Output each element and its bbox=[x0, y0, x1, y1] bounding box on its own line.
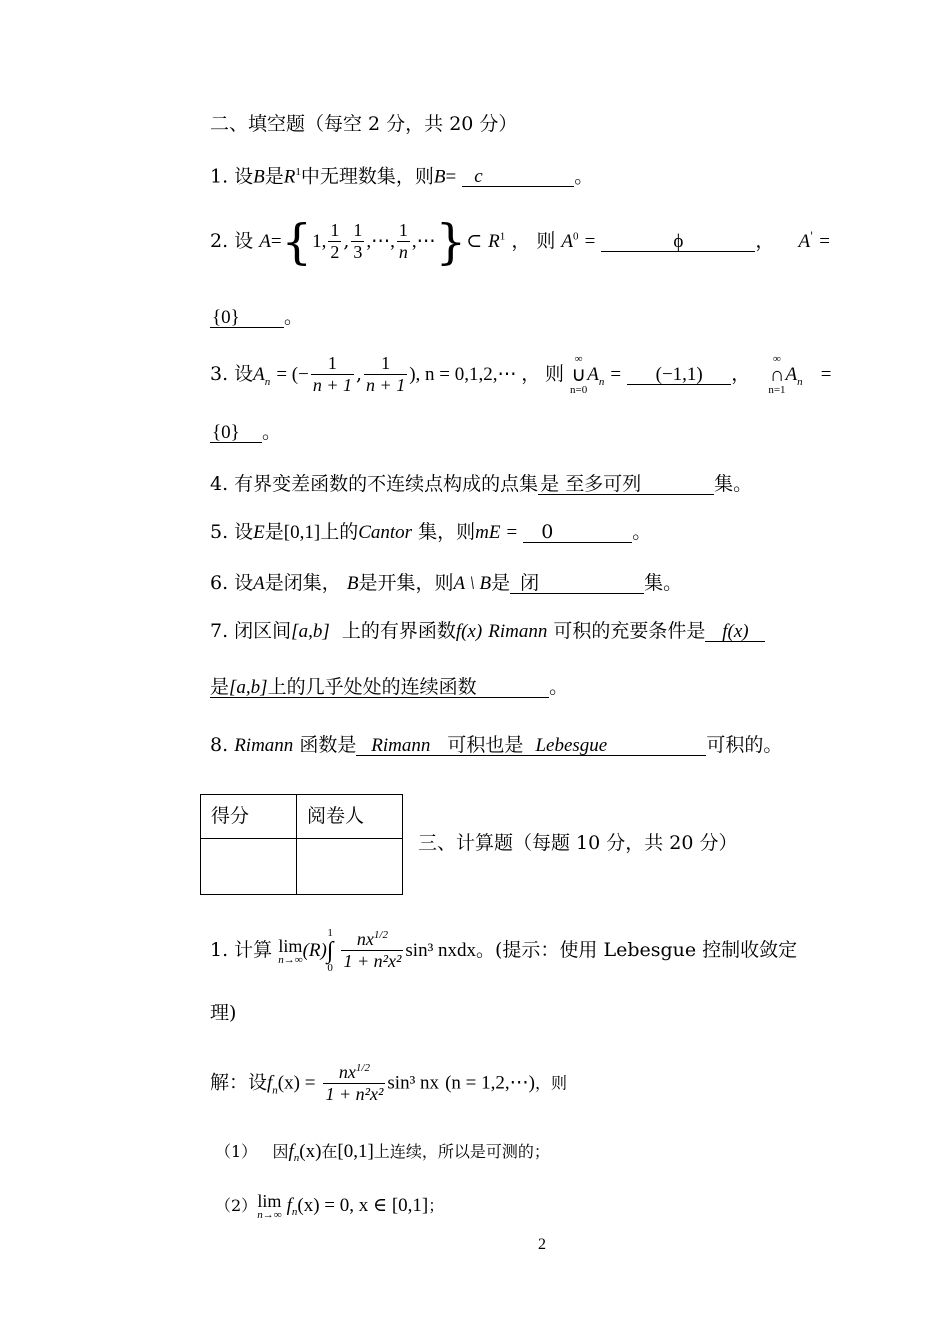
answer-blank: {0} bbox=[210, 423, 262, 443]
section2-title: 二、填空题（每空 2 分，共 20 分） bbox=[210, 113, 518, 135]
answer-blank: f(x) bbox=[705, 622, 765, 642]
problem-1-cont: 理) bbox=[210, 1002, 237, 1024]
answer-blank: 闭 bbox=[510, 574, 644, 594]
problem-1: 1. 计算 lim n→∞ (R) 1 ∫ 0 $\frac{nx^{1/2}}{\text{1 + n²x²}}$ sin³ nxdx。(提示：使用 Lebesgue 控制收敛定 bbox=[210, 927, 798, 974]
question-2-cont: {0} 。 bbox=[212, 306, 304, 328]
page-number: 2 bbox=[538, 1236, 546, 1253]
answer-blank bbox=[617, 736, 706, 756]
question-7: 7. 闭区间[a,b] 上的有界函数f(x) Rimann 可积的充要条件是 f(x) bbox=[210, 622, 765, 642]
question-4: 4. 有界变差函数的不连续点构成的点集 是 至多可列 集。 bbox=[210, 473, 753, 495]
step-1: （1） 因$f_n(x)$在[0,1]上连续，所以是可测的； bbox=[215, 1141, 550, 1165]
question-2: 2. 设 A={1, $\frac{1}{2}$ , $\frac{1}{3}$ ,⋯, $\frac{1}{n}$ ,⋯}⊂ $R^1$ ， 则 $A^0 = \phi$ ， A' = bbox=[210, 214, 830, 270]
grader-cell[interactable] bbox=[297, 839, 403, 895]
question-3-cont: {0} 。 bbox=[212, 421, 282, 443]
section3-title: 三、计算题（每题 10 分，共 20 分） bbox=[418, 832, 738, 854]
answer-blank: ϕ bbox=[601, 232, 755, 252]
question-7-cont: 是[a,b]上的几乎处处的连续函数 。 bbox=[210, 676, 569, 698]
answer-blank: {0} bbox=[210, 308, 284, 328]
solution-line: 解：设$f_n(x)$ = $\frac{nx^{1/2}}{\text{1 + n²x²}}$ sin³ nx (n = 1,2,⋯)，则 bbox=[210, 1062, 567, 1104]
question-1: 1. 设B是$R^1$中无理数集，则B= c 。 bbox=[210, 165, 594, 188]
question-6: 6. 设A是闭集， B是开集，则A \ B是 闭 集。 bbox=[210, 572, 683, 594]
grader-header: 阅卷人 bbox=[297, 795, 403, 839]
answer-blank: (−1,1) bbox=[627, 365, 731, 385]
answer-blank: Rimann bbox=[356, 736, 445, 756]
answer-blank: Lebesgue bbox=[525, 736, 617, 756]
answer-blank: 是[a,b]上的几乎处处的连续函数 bbox=[210, 678, 549, 698]
question-5: 5. 设E是[0,1]上的Cantor 集，则mE = 0 。 bbox=[210, 521, 652, 543]
question-3: 3. 设$A_n$ = (− $\frac{1}{n + 1}$ , $\frac{1}{n + 1}$ ), n = 0,1,2,⋯ ， 则 ∞ ∪ n=0 $A_n = (-1,1)$ ， ∞ ∩ n=1 $A_n$ = bbox=[210, 353, 832, 397]
question-8: 8. Rimann 函数是 Rimann 可积也是 Lebesgue 可积的。 bbox=[210, 734, 783, 756]
answer-blank: 0 bbox=[523, 523, 632, 543]
answer-blank: 是 至多可列 bbox=[538, 475, 714, 495]
score-cell[interactable] bbox=[201, 839, 297, 895]
step-2: （2） lim n→∞ $f_n(x) = 0$, x ∈ [0,1]； bbox=[215, 1191, 445, 1221]
score-header: 得分 bbox=[201, 795, 297, 839]
answer-blank: c bbox=[462, 167, 574, 187]
score-table bbox=[200, 794, 403, 895]
